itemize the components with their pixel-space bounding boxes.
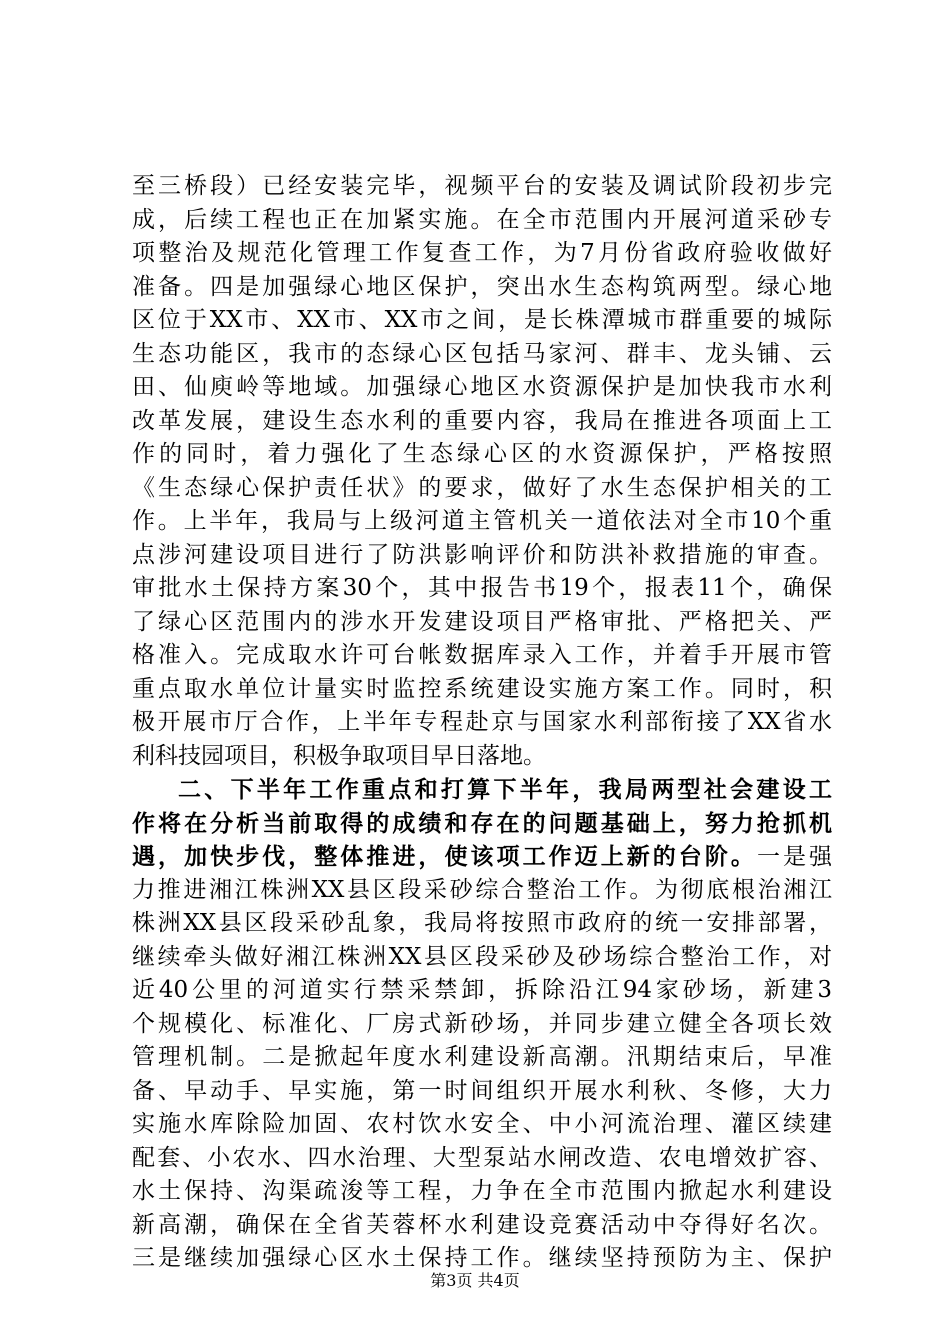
text-line: 项整治及规范化管理工作复查工作，为7月份省政府验收做好 bbox=[132, 240, 832, 266]
text-line: 作。上半年，我局与上级河道主管机关一道依法对全市10个重 bbox=[132, 508, 832, 534]
text-line: 极开展市厅合作，上半年专程赴京与国家水利部衔接了XX省水 bbox=[132, 709, 832, 735]
text-line: 备、早动手、早实施，第一时间组织开展水利秋、冬修，大力 bbox=[132, 1077, 832, 1104]
text-line: 审批水土保持方案30个，其中报告书19个，报表11个，确保 bbox=[132, 575, 832, 601]
text-line: 了绿心区范围内的涉水开发建设项目严格审批、严格把关、严 bbox=[132, 608, 832, 635]
text-line: 继续牵头做好湘江株洲XX县区段采砂及砂场综合整治工作，对 bbox=[132, 943, 832, 970]
text-line: 改革发展，建设生态水利的重要内容，我局在推进各项面上工 bbox=[132, 407, 832, 434]
text-line: 新高潮，确保在全省芙蓉杯水利建设竞赛活动中夺得好名次。 bbox=[132, 1211, 832, 1238]
text-line: 利科技园项目，积极争取项目早日落地。 bbox=[132, 742, 546, 769]
text-line: 个规模化、标准化、厂房式新砂场，并同步建立健全各项长效 bbox=[132, 1010, 832, 1037]
text-line: 准备。四是加强绿心地区保护，突出水生态构筑两型。绿心地 bbox=[132, 273, 832, 300]
text-line: 重点取水单位计量实时监控系统建设实施方案工作。同时，积 bbox=[132, 675, 832, 702]
text-line bbox=[132, 840, 832, 874]
page-footer: 第3页 共4页 bbox=[430, 1271, 520, 1290]
text-line: 二、下半年工作重点和打算下半年，我局两型社会建设工 bbox=[178, 776, 832, 803]
text-line: 《生态绿心保护责任状》的要求，做好了水生态保护相关的工 bbox=[132, 474, 832, 501]
text-line: 三是继续加强绿心区水土保持工作。继续坚持预防为主、保护 bbox=[132, 1245, 832, 1271]
text-line: 作的同时，着力强化了生态绿心区的水资源保护，严格按照 bbox=[132, 441, 832, 467]
text-line: 区位于XX市、XX市、XX市之间，是长株潭城市群重要的城际 bbox=[132, 307, 832, 333]
text-line: 生态功能区，我市的态绿心区包括马家河、群丰、龙头铺、云 bbox=[132, 340, 832, 367]
text-line: 力推进湘江株洲XX县区段采砂综合整治工作。为彻底根治湘江 bbox=[132, 876, 832, 903]
text-line: 实施水库除险加固、农村饮水安全、中小河流治理、灌区续建 bbox=[132, 1111, 832, 1137]
text-line: 田、仙庾岭等地域。加强绿心地区水资源保护是加快我市水利 bbox=[132, 374, 832, 400]
text-line: 水土保持、沟渠疏浚等工程，力争在全市范围内掀起水利建设 bbox=[132, 1178, 832, 1204]
text-line: 株洲XX县区段采砂乱象，我局将按照市政府的统一安排部署， bbox=[132, 910, 832, 936]
text-line: 点涉河建设项目进行了防洪影响评价和防洪补救措施的审查。 bbox=[132, 541, 832, 568]
normal-span: 一是强 bbox=[756, 844, 833, 870]
text-line: 成，后续工程也正在加紧实施。在全市范围内开展河道采砂专 bbox=[132, 206, 832, 233]
text-line: 近40公里的河道实行禁采禁卸，拆除沿江94家砂场，新建3 bbox=[132, 977, 832, 1003]
document-body bbox=[132, 170, 832, 1276]
bold-span: 遇，加快步伐，整体推进，使该项工作迈上新的台阶。 bbox=[132, 843, 757, 870]
text-line: 格准入。完成取水许可台帐数据库录入工作，并着手开展市管 bbox=[132, 642, 832, 668]
text-line: 管理机制。二是掀起年度水利建设新高潮。汛期结束后，早准 bbox=[132, 1044, 832, 1070]
text-line: 配套、小农水、四水治理、大型泵站水闸改造、农电增效扩容、 bbox=[132, 1144, 832, 1171]
text-line: 作将在分析当前取得的成绩和存在的问题基础上，努力抢抓机 bbox=[132, 809, 832, 837]
text-line: 至三桥段）已经安装完毕，视频平台的安装及调试阶段初步完 bbox=[132, 173, 832, 199]
